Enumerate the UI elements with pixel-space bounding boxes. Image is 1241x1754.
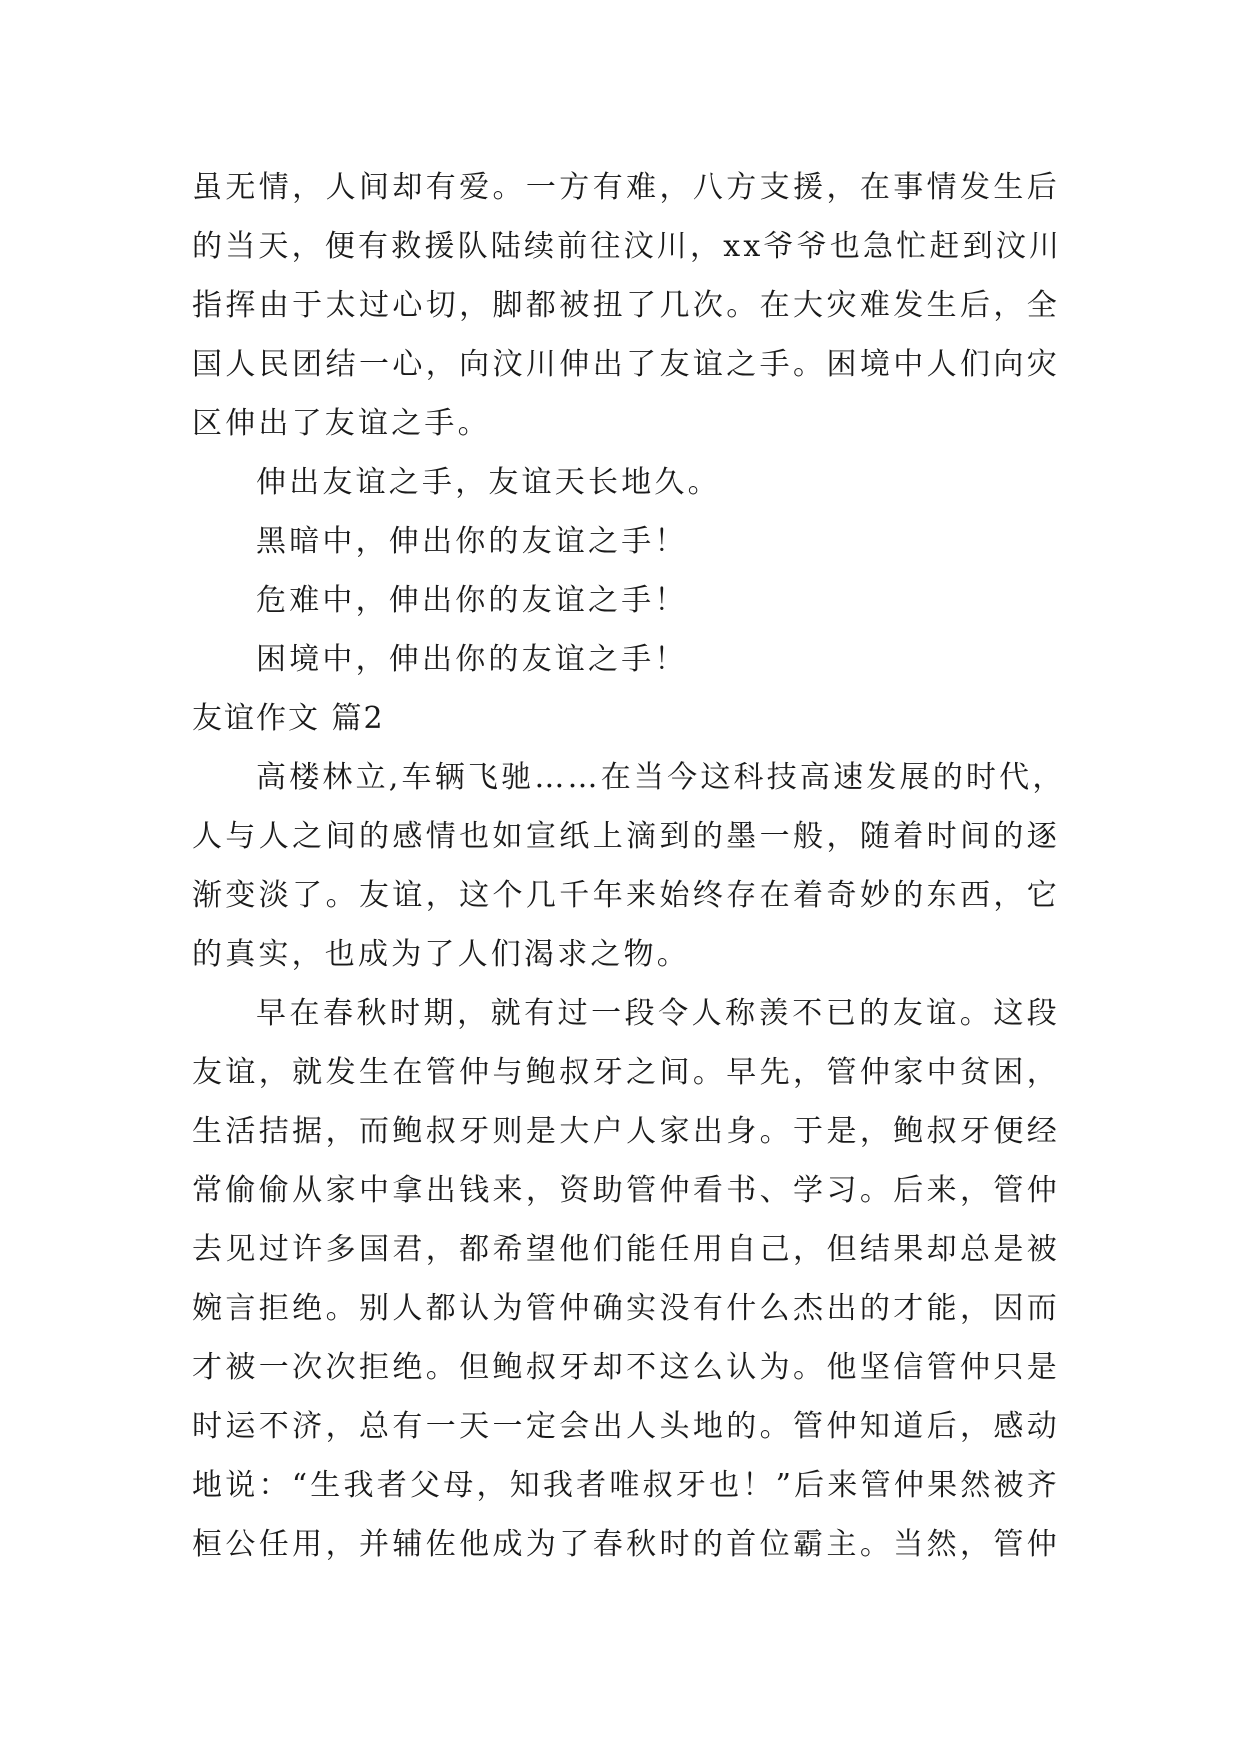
text-line: 时运不济，总有一天一定会出人头地的。管仲知道后，感动 — [192, 1409, 1060, 1444]
text-line: 早在春秋时期，就有过一段令人称羡不已的友谊。这段 — [256, 996, 1060, 1031]
text-line: 桓公任用，并辅佐他成为了春秋时的首位霸主。当然，管仲 — [192, 1527, 1060, 1562]
text-line: 地说：“生我者父母，知我者唯叔牙也！”后来管仲果然被齐 — [192, 1468, 1060, 1503]
text-line: 才被一次次拒绝。但鲍叔牙却不这么认为。他坚信管仲只是 — [192, 1350, 1060, 1385]
text-line: 伸出友谊之手，友谊天长地久。 — [256, 465, 721, 500]
text-line: 常偷偷从家中拿出钱来，资助管仲看书、学习。后来，管仲 — [192, 1173, 1060, 1208]
document-body — [192, 158, 1066, 1574]
text-line: 黑暗中，伸出你的友谊之手！ — [256, 524, 688, 559]
text-line: 生活拮据，而鲍叔牙则是大户人家出身。于是，鲍叔牙便经 — [192, 1114, 1060, 1149]
text-line: 友谊，就发生在管仲与鲍叔牙之间。早先，管仲家中贫困， — [192, 1055, 1060, 1090]
text-line: 高楼林立,车辆飞驰……在当今这科技高速发展的时代， — [256, 760, 1066, 795]
text-line: 婉言拒绝。别人都认为管仲确实没有什么杰出的才能，因而 — [192, 1291, 1060, 1326]
text-line: 渐变淡了。友谊，这个几千年来始终存在着奇妙的东西，它 — [192, 878, 1060, 913]
section-heading: 友谊作文 篇2 — [192, 701, 385, 736]
text-line: 去见过许多国君，都希望他们能任用自己，但结果却总是被 — [192, 1232, 1060, 1267]
text-line: 困境中，伸出你的友谊之手！ — [256, 642, 688, 677]
text-line: 的真实，也成为了人们渴求之物。 — [192, 937, 690, 972]
text-line: 区伸出了友谊之手。 — [192, 406, 491, 441]
text-line: 虽无情，人间却有爱。一方有难，八方支援，在事情发生后 — [192, 170, 1060, 205]
text-line: 危难中，伸出你的友谊之手！ — [256, 583, 688, 618]
text-line: 人与人之间的感情也如宣纸上滴到的墨一般，随着时间的逐 — [192, 819, 1060, 854]
text-line: 国人民团结一心，向汶川伸出了友谊之手。困境中人们向灾 — [192, 347, 1060, 382]
text-line: 指挥由于太过心切，脚都被扭了几次。在大灾难发生后，全 — [192, 288, 1060, 323]
text-line: 的当天，便有救援队陆续前往汶川，xx爷爷也急忙赶到汶川 — [192, 229, 1063, 264]
